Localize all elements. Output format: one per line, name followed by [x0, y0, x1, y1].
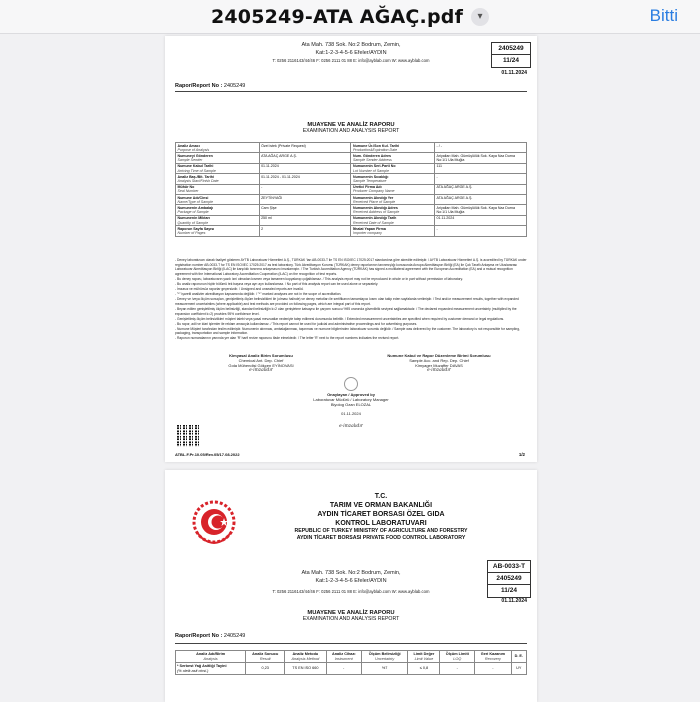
info-label: İthalat Yapan Firma Importer company	[351, 226, 435, 236]
report-date-p2: 01.11.2024	[501, 598, 527, 604]
form-code: ATBL.F.Pr.10.05/Rev.05/17.08.2022	[175, 452, 240, 457]
address-line-2: Kat:1-2-3-4-5-6 Efeler/AYDIN	[315, 577, 387, 584]
divider	[175, 91, 527, 92]
chevron-down-icon[interactable]: ▾	[471, 8, 489, 26]
info-value: Ariyalları Mah. Gümüşlülük Sok. Kaya Naz Durna No:1/1 Ula Muğla	[435, 205, 527, 215]
info-value: ATA AĞAÇ ARGE A.Ş.	[435, 184, 527, 194]
info-value: 01.11.2024	[259, 163, 351, 173]
id-box-accreditation: AB-0033-T	[488, 561, 530, 573]
note-item: - İmzasız ve mühürsüz raporlar geçersizdir. / Unsigned and unsealed reports are invalid.	[175, 287, 304, 292]
sig-left-title: Kimyasal Analiz Birim Sorumlusu	[229, 353, 293, 358]
info-label: Numune Adı/Cinsi Name/Type of Sample	[176, 195, 260, 205]
id-box-month: 11/24	[503, 57, 519, 64]
results-header-cell: Ölçüm Belirsizliği Uncertainty	[361, 651, 408, 663]
info-value: Ariyalları Mah. Gümüşlülük Sok. Kaya Naz Durna No:1/1 Ula Muğla	[435, 153, 527, 163]
ministry-name: TARIM VE ORMAN BAKANLIĞI	[329, 502, 433, 509]
result-cell-result: 0,23	[246, 663, 285, 675]
qr-code-icon	[177, 425, 199, 447]
results-header-cell: Analiz Metodu Analysis Method	[285, 651, 326, 663]
result-cell-de: UY	[511, 663, 526, 675]
info-value: 01.11.2024	[435, 215, 527, 225]
contact-line: T: 0256 2116143/44/46 F: 0256 2111 01 88 E: info@ayblab.com W: www.ayblab.com	[272, 58, 430, 63]
result-cell-uncertainty: %7	[361, 663, 408, 675]
sample-info-table	[175, 142, 527, 237]
report-notes	[175, 258, 527, 341]
info-label: Analiz Amacı Purpose of Analysis	[176, 143, 260, 153]
result-cell-limit: ≤ 0,8	[408, 663, 440, 675]
info-label: Num. Gönderen Adres Sample Sender Address	[351, 153, 435, 163]
sig-center-title: Onaylayan / Approved by	[327, 392, 375, 397]
report-title	[165, 122, 537, 134]
info-value: -	[435, 226, 527, 236]
info-row	[176, 153, 527, 163]
note-item: - Numune Müşteri tarafından teslim edilmiştir. Numunenin alınması, ambalajlanması, taşınması ve numune bilgilerinden laboratuvar sorumlu değildir. / Sample was delivered by the customer. The laboratory is not responsible for sampling, packaging, transportation and sample information.	[175, 326, 520, 336]
report-title-en: EXAMINATION AND ANALYSIS REPORT	[302, 128, 400, 134]
info-value: - / -	[435, 143, 527, 153]
results-header-cell: D. E.	[511, 651, 526, 663]
signature-left	[201, 353, 321, 373]
result-cell-loq: -	[440, 663, 475, 675]
info-value: Cam Şişe	[259, 205, 351, 215]
info-label: Numunenin Alındığı Adres Received Address of Sample	[351, 205, 435, 215]
sig-left-subtitle: Chemical Ant. Dep. Chief	[238, 358, 284, 363]
report-title-tr: MUAYENE VE ANALİZ RAPORU	[307, 122, 395, 128]
id-box-report-no: 2405249	[488, 573, 530, 585]
info-label: Üretici Firma Adı Producer Company Name	[351, 184, 435, 194]
report-title-en: EXAMINATION AND ANALYSIS REPORT	[302, 616, 400, 622]
results-row	[176, 663, 527, 675]
id-box-report-no: 2405249	[492, 43, 530, 55]
sig-right-esign: e-imzalıdır	[427, 368, 451, 373]
info-value: -	[435, 174, 527, 184]
info-label: Numunenin Miktarı Quantity of Sample	[176, 215, 260, 225]
info-label: Numunenin Alındığı Tarih Received Date of Sample	[351, 215, 435, 225]
info-value: ATA AĞAÇ ARGE A.Ş.	[435, 195, 527, 205]
info-label: Numunenin Seri-Parti No Lot Number of Sample	[351, 163, 435, 173]
lab-name-1: AYDIN TİCARET BORSASI ÖZEL GIDA	[317, 511, 445, 518]
info-label: Numunenin Ambalajı Package of Sample	[176, 205, 260, 215]
ministry-name-en: REPUBLIC OF TURKEY MINISTRY OF AGRICULTURE AND FORESTRY	[294, 528, 468, 534]
note-item: - Bu deney raporu, laboratuvarın yazılı izni olmadan kısmen veya tamamen kopyalanıp çoğaltılamaz. / This analysis report may not be reproduced in whole or in part without permission of laboratory.	[175, 277, 463, 282]
results-header-cell: Analiz Cihazı Instrument	[326, 651, 361, 663]
info-label: Numunenin Sıcaklığı Sample Temperature	[351, 174, 435, 184]
sig-center-subtitle: Laboratuvar Müdürü / Laboratory Manager	[313, 397, 389, 402]
info-value: 01.11.2024 - 01.11.2024	[259, 174, 351, 184]
pdf-viewer-header	[0, 0, 700, 34]
analysis-name-cell: * Serbest Yağ Asitliği Tayini (% oleik asit cinsi.)	[176, 663, 246, 675]
note-item: - Beyan edilen genişletilmiş ölçüm belirsizliği, standart belirsizliğin k=2 olan genişletme katsayısı ile çarpımı sonucu %95 oranında güvenilirlik seviyesi sağlamaktadır. / The declared expanded measurement uncertainty (multiplied by the expansion coefficient k=2) provides 95% confidence level.	[175, 306, 517, 316]
signature-right	[369, 353, 509, 373]
divider	[175, 643, 527, 644]
report-number-value: 2405249	[223, 83, 246, 89]
lab-name-2: KONTROL LABORATUVARI	[335, 520, 427, 527]
sig-center-name: Biyolog Ozan ELOZAL	[330, 402, 372, 407]
id-box-month: 11/24	[501, 587, 517, 594]
results-header-cell: Geri Kazanım Recovery	[475, 651, 511, 663]
report-title-p2	[165, 610, 537, 622]
result-cell-method: TS EN ISO 660	[285, 663, 326, 675]
document-title[interactable]: 2405249-ATA AĞAÇ.pdf	[210, 5, 464, 28]
lab-stamp-icon	[344, 377, 358, 391]
result-cell-recovery: -	[475, 663, 511, 675]
info-label: Numunenin Alındığı Yer Received Place of Sample	[351, 195, 435, 205]
address-line-2: Kat:1-2-3-4-5-6 Efeler/AYDIN	[315, 49, 387, 56]
sig-right-title: Numune Kabul ve Rapor Düzenleme Birimi Sorumlusu	[387, 353, 491, 358]
info-value: 111	[435, 163, 527, 173]
lab-address-p2	[165, 570, 537, 596]
ministry-tc: T.C.	[374, 493, 388, 500]
report-number-value: 2405249	[223, 633, 246, 639]
contact-line: T: 0256 2116143/44/46 F: 0256 2111 01 88 E: info@ayblab.com W: www.ayblab.com	[272, 589, 430, 594]
info-value: Özel istek (Private Request)	[259, 143, 351, 153]
info-value: 2	[259, 226, 351, 236]
results-header-row	[176, 651, 527, 663]
report-number-p2	[175, 633, 245, 639]
address-line-1: Ata Mah. 738 Sok. No:2 Bodrum, Zemin,	[301, 570, 401, 576]
report-id-box-p2	[487, 560, 531, 598]
signature-center	[291, 375, 411, 429]
info-label: Numuneyi Gönderen Sample Sender	[176, 153, 260, 163]
info-label: Numune Kabul Tarihi Arriving Time of Sample	[176, 163, 260, 173]
note-item: - Raporun numaralarının yanında yer alan 'R' harfi revize raporunu ifade etmektedir. / The letter 'R' next to the report numbers indicates the revised report.	[175, 336, 400, 341]
info-row	[176, 195, 527, 205]
done-button[interactable]: Bitti	[649, 6, 678, 25]
note-item: - Deney laboratuvarı olarak faaliyet gösteren AYTB Laboratuvar Hizmetleri A.Ş., TÜRKAK 'tan AB-0033-T ile TS EN ISO/IEC 17025:2017 standardına göre akredite edilmiştir. / AYTB Laboratuvar Hizmetleri A.Ş. is accredited by TÜRKAK under registration number AB-0033-T for TS EN ISO/IEC 17025:2017 as test laboratory. Türk Akreditasyon Kurumu (TÜRKAK) deney raporlarının tanınmışlığı konusunda Avrupa Akreditasyon Birliği (EA) ile Çok Taraflı Anlaşma ve Uluslararası Laboratuvar Akreditasyon Birliği (ILAC) ile karşılıklı tanınma anlaşmasını imzalamıştır. / The Turkish Accreditation Agency (TÜRKAK) has signed a multilateral agreement with the European Accreditation (EA) and a mutual recognition agreement with the International Laboratory Accreditation Cooperation (ILAC) on the recognition of test reports.	[175, 258, 527, 277]
sig-right-name: Kimyager Muzaffer DAVAS	[415, 363, 463, 368]
info-value: -	[259, 184, 351, 194]
report-number-label: Rapor/Report No :	[175, 633, 223, 639]
info-label: Raporun Sayfa Sayısı Number of Pages	[176, 226, 260, 236]
pdf-page-2[interactable]	[165, 470, 537, 702]
report-date: 01.11.2024	[501, 70, 527, 76]
info-value: ZEYTİNYAĞI	[259, 195, 351, 205]
sig-left-esign: e-imzalıdır	[249, 368, 273, 373]
lab-address	[165, 42, 537, 65]
sig-center-esign: e-imzalıdır	[339, 424, 363, 429]
results-header-cell: Limit Değer Limit Value	[408, 651, 440, 663]
ministry-header	[225, 492, 537, 542]
info-value: ATA AĞAÇ ARGE A.Ş.	[259, 153, 351, 163]
pdf-page-1[interactable]	[165, 36, 537, 462]
lab-name-en: AYDIN TİCARET BORSASI PRIVATE FOOD CONTROL LABORATORY	[296, 535, 466, 542]
info-row	[176, 215, 527, 225]
note-item: - Bu analiz raporunun hiçbir bölümü tek başına veya ayrı ayrı kullanılamaz. / No part of this analysis report can be used alone or separately.	[175, 282, 379, 287]
result-cell-instrument: -	[326, 663, 361, 675]
results-header-cell: Analiz Sonucu Result	[246, 651, 285, 663]
note-item: - Deney ve /veya ölçüm sonuçları, genişletilmiş ölçüm belirsizlikleri ile (olması halinde) ve deney metotları ile sertifikanın tamamlayıcı kısmı olan takip eden sayfalarda verilmiştir. / Test and/or measurement results, together with expanded measurement uncertainties (where applicable) and test methods are provided on following pages, which are integral part of this report.	[175, 297, 519, 306]
address-line-1: Ata Mah. 738 Sok. No:2 Bodrum, Zemin,	[301, 42, 401, 48]
info-label: Numune Ür./Son Kul. Tarihi Production&Expiration Date	[351, 143, 435, 153]
note-item: - "*" işaretli analizler akreditasyon kapsamında değildir. / "*" marked analyses are not in the scope of accreditation.	[175, 292, 342, 297]
info-value: 250 ml	[259, 215, 351, 225]
info-row	[176, 184, 527, 194]
report-title-tr: MUAYENE VE ANALİZ RAPORU	[307, 610, 395, 616]
info-row	[176, 143, 527, 153]
info-row	[176, 174, 527, 184]
sig-left-name: Gıda Mühendisi Gökçen EYİNOVASI	[228, 363, 294, 368]
note-item: - Bu rapor, adli ve idari işlemler ile reklam amacıyla kullanılamaz. / This report cannot be used for judicial and administrative proceedings and for advertising purposes.	[175, 321, 418, 326]
info-label: Mühür No Seal Number	[176, 184, 260, 194]
note-item: - Genişletilmiş ölçüm belirsizlikleri müşteri talebi veya yasal mevzuatlar nedeniyle talep edilmesi durumunda belirtilir. / Extended measurement uncertainties are specified when required by customer demand or legal regulations.	[175, 316, 505, 321]
results-table	[175, 650, 527, 675]
info-label: Analiz Baş./Bit. Tarihi Analysis Start/Finish Date	[176, 174, 260, 184]
report-number-label: Rapor/Report No :	[175, 83, 223, 89]
sig-center-date: 01.11.2024	[341, 411, 361, 416]
sig-right-subtitle: Sample Acc. and Rep. Dep. Chief	[409, 358, 469, 363]
report-number	[175, 83, 245, 89]
page-number: 1/2	[518, 452, 525, 457]
info-row	[176, 205, 527, 215]
info-row	[176, 163, 527, 173]
info-row	[176, 226, 527, 236]
report-id-box	[491, 42, 531, 68]
results-header-cell: Analiz Adı/Birim Analysis	[176, 651, 246, 663]
results-header-cell: Ölçüm Limiti LOQ	[440, 651, 475, 663]
